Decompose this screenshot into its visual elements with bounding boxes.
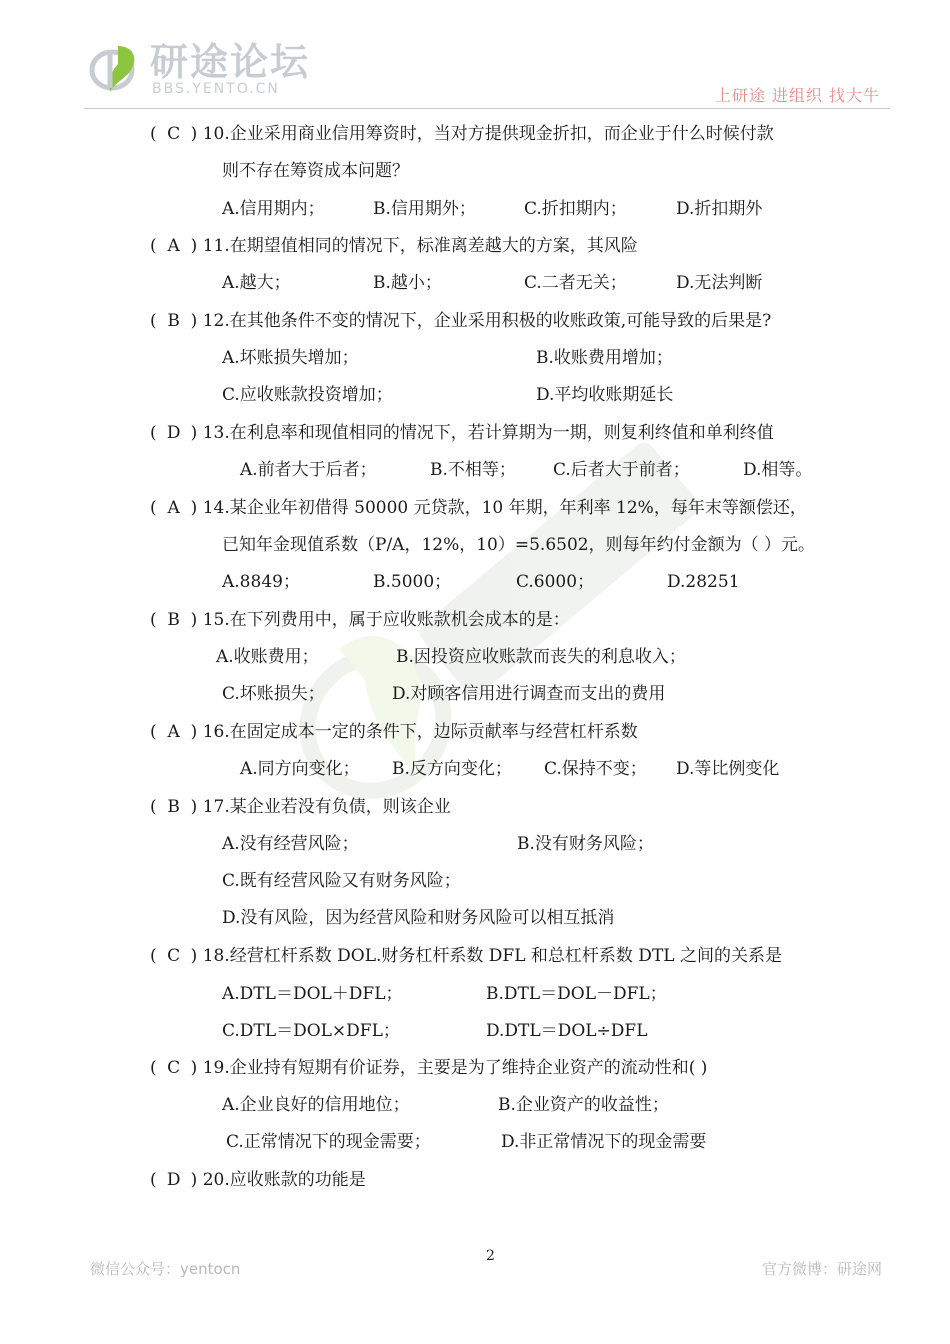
logo-name: 研途论坛 [150,40,311,84]
option: B.企业资产的收益性； [498,1095,669,1115]
question-13: ( D ) 13.在利息率和现值相同的情况下，若计算期为一期，则复利终值和单利终值 [150,423,774,443]
option: C.二者无关； [524,273,627,293]
question-14-cont: 已知年金现值系数（P/A，12%，10）=5.6502，则每年约付金额为（ ）元。 [222,535,815,555]
option: A.DTL＝DOL＋DFL； [222,984,403,1004]
question-14: ( A ) 14.某企业年初借得 50000 元贷款，10 年期，年利率 12%，每年末等额偿还， [150,498,807,518]
option: B.信用期外； [373,199,476,219]
answer-letter: A [167,498,180,518]
question-11: ( A ) 11.在期望值相同的情况下，标准离差越大的方案，其风险 [150,236,638,256]
option: C.既有经营风险又有财务风险； [222,871,461,891]
option: C.6000； [516,572,595,592]
option: A.坏账损失增加； [222,348,359,368]
option: B.越小； [373,273,442,293]
question-text: 19.企业持有短期有价证券，主要是为了维持企业资产的流动性和( ) [202,1058,708,1078]
page-number: 2 [486,1248,495,1264]
option: B.没有财务风险； [517,834,654,854]
option: A.收账费用； [216,647,319,667]
option: D.非正常情况下的现金需要 [501,1132,707,1152]
option: D.对顾客信用进行调查而支出的费用 [392,684,666,704]
answer-letter: D [166,423,181,443]
question-18: ( C ) 18.经营杠杆系数 DOL.财务杠杆系数 DFL 和总杠杆系数 DTL 之间的关系是 [150,946,782,966]
answer-letter: C [167,1058,181,1078]
question-12: ( B ) 12.在其他条件不变的情况下，企业采用积极的收账政策,可能导致的后果是? [150,311,772,331]
option: B.DTL＝DOL－DFL； [486,984,667,1004]
option: A.8849； [222,572,300,592]
answer-letter: C [167,124,181,144]
question-19: ( C ) 19.企业持有短期有价证券，主要是为了维持企业资产的流动性和( ) [150,1058,708,1078]
question-20: ( D ) 20.应收账款的功能是 [150,1170,366,1190]
question-text: 10.企业采用商业信用筹资时，当对方提供现金折扣，而企业于什么时候付款 [202,124,774,144]
option: D.DTL＝DOL÷DFL [486,1021,648,1041]
option: D.无法判断 [676,273,763,293]
option: C.正常情况下的现金需要； [226,1132,431,1152]
question-text: 12.在其他条件不变的情况下，企业采用积极的收账政策,可能导致的后果是? [202,311,772,331]
option: D.平均收账期延长 [536,385,674,405]
option: C.坏账损失； [222,684,325,704]
answer-letter: A [167,236,180,256]
answer-letter: C [167,946,181,966]
option: B.收账费用增加； [536,348,673,368]
question-text: 11.在期望值相同的情况下，标准离差越大的方案，其风险 [202,236,638,256]
option: D.等比例变化 [676,759,780,779]
question-text: 13.在利息率和现值相同的情况下，若计算期为一期，则复利终值和单利终值 [202,423,774,443]
option: C.保持不变； [544,759,647,779]
question-text: 17.某企业若没有负债，则该企业 [202,797,451,817]
option: D.28251 [667,572,740,592]
option: A.没有经营风险； [222,834,359,854]
option: A.信用期内； [222,199,325,219]
question-16: ( A ) 16.在固定成本一定的条件下，边际贡献率与经营杠杆系数 [150,722,638,742]
option: D.没有风险，因为经营风险和财务风险可以相互抵消 [222,908,615,928]
option: C.后者大于前者； [553,460,690,480]
answer-letter: D [166,1170,181,1190]
footer-wechat: 微信公众号：yentocn [90,1260,241,1278]
question-text: 20.应收账款的功能是 [202,1170,366,1190]
option: C.折扣期内； [524,199,627,219]
question-text: 15.在下列费用中，属于应收账款机会成本的是： [202,610,570,630]
answer-letter: B [167,797,180,817]
option: C.DTL＝DOL×DFL； [222,1021,400,1041]
option: A.同方向变化； [240,759,360,779]
question-10-cont: 则不存在筹资成本问题？ [222,161,409,181]
footer-weibo: 官方微博：研途网 [761,1260,882,1278]
logo-url: BBS.YENTO.CN [152,81,280,97]
option: D.相等。 [743,460,813,480]
question-17: ( B ) 17.某企业若没有负债，则该企业 [150,797,451,817]
answer-letter: A [167,722,180,742]
option: B.5000； [373,572,452,592]
question-text: 18.经营杠杆系数 DOL.财务杠杆系数 DFL 和总杠杆系数 DTL 之间的关系是 [202,946,782,966]
option: B.不相等； [430,460,516,480]
option: A.前者大于后者； [240,460,377,480]
option: D.折扣期外 [676,199,763,219]
question-text: 14.某企业年初借得 50000 元贷款，10 年期，年利率 12%，每年末等额偿还， [202,498,807,518]
option: A.企业良好的信用地位； [222,1095,410,1115]
option: C.应收账款投资增加； [222,385,393,405]
answer-letter: B [167,610,180,630]
option: B.反方向变化； [392,759,512,779]
header-slogan: 上研途 进组织 找大牛 [714,86,880,105]
question-text: 16.在固定成本一定的条件下，边际贡献率与经营杠杆系数 [202,722,638,742]
answer-letter: B [167,311,180,331]
question-10: ( C ) 10.企业采用商业信用筹资时，当对方提供现金折扣，而企业于什么时候付款 [150,124,774,144]
question-15: ( B ) 15.在下列费用中，属于应收账款机会成本的是： [150,610,570,630]
option: A.越大； [222,273,291,293]
option: B.因投资应收账款而丧失的利息收入； [396,647,686,667]
